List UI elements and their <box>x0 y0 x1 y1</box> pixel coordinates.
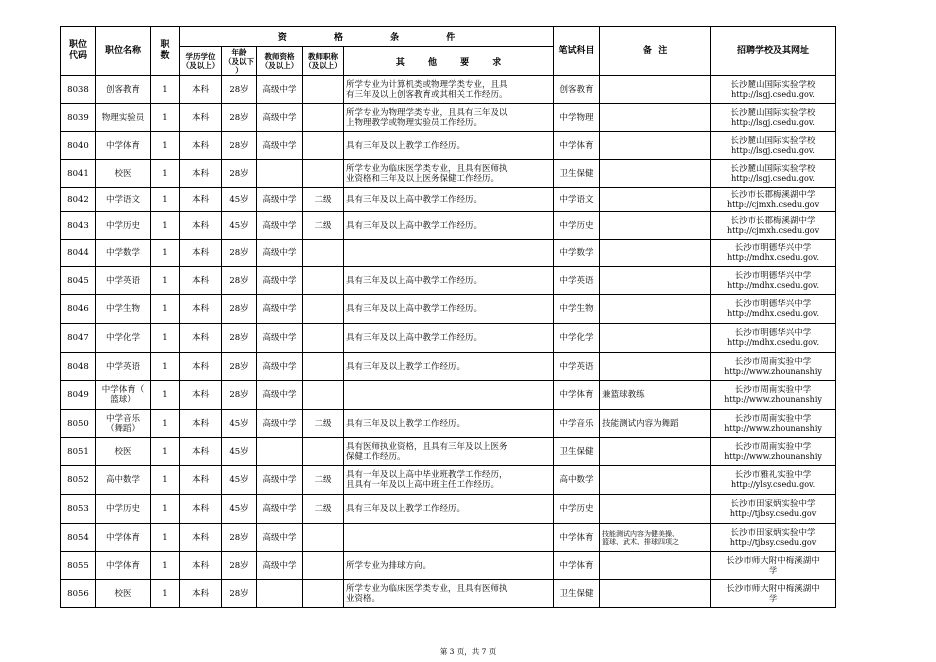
cell-exam: 中学体育 <box>554 132 600 160</box>
cell-exam: 中学生物 <box>554 295 600 324</box>
table-row <box>61 580 836 608</box>
table-row <box>61 381 836 410</box>
cell-title <box>303 381 344 410</box>
cell-title <box>303 160 344 188</box>
header-count: 职 数 <box>151 27 180 76</box>
cell-title <box>303 76 344 104</box>
cell-count: 1 <box>151 188 180 212</box>
table-row <box>61 160 836 188</box>
cell-note <box>600 160 711 188</box>
table-row <box>61 76 836 104</box>
cell-code: 8039 <box>61 104 96 132</box>
cell-cert: 高级中学 <box>257 324 303 353</box>
cell-requirements: 所学专业为排球方向。 <box>344 552 554 580</box>
cell-count: 1 <box>151 410 180 438</box>
school-name: 长沙市明德华兴中学 <box>734 299 812 309</box>
cell-count: 1 <box>151 267 180 295</box>
cell-name: 中学体育（ 篮球） <box>96 381 151 410</box>
table-row <box>61 410 836 438</box>
cell-count: 1 <box>151 76 180 104</box>
header-edu: 学历学位 （及以上） <box>180 47 222 76</box>
cell-count: 1 <box>151 381 180 410</box>
cell-exam: 中学历史 <box>554 495 600 524</box>
cell-age: 28岁 <box>222 132 257 160</box>
cell-note <box>600 132 711 160</box>
cell-note <box>600 353 711 381</box>
cell-cert: 高级中学 <box>257 188 303 212</box>
cell-edu: 本科 <box>180 132 222 160</box>
cell-name: 中学历史 <box>96 495 151 524</box>
cell-edu: 本科 <box>180 353 222 381</box>
cell-exam: 中学语文 <box>554 188 600 212</box>
cell-age: 28岁 <box>222 160 257 188</box>
cell-title <box>303 580 344 608</box>
school-url: http://tjbsy.csedu.gov <box>729 509 817 518</box>
cell-age: 28岁 <box>222 267 257 295</box>
header-school: 招聘学校及其网址 <box>711 27 836 76</box>
school-name: 长沙市明德华兴中学 <box>734 328 812 338</box>
cell-exam: 中学历史 <box>554 212 600 240</box>
cell-code: 8040 <box>61 132 96 160</box>
cell-code: 8050 <box>61 410 96 438</box>
cell-school <box>711 76 836 104</box>
cell-age: 45岁 <box>222 410 257 438</box>
cell-cert: 高级中学 <box>257 132 303 160</box>
cell-edu: 本科 <box>180 495 222 524</box>
cell-code: 8056 <box>61 580 96 608</box>
cell-name: 校医 <box>96 160 151 188</box>
cell-note <box>600 188 711 212</box>
cell-name: 中学体育 <box>96 132 151 160</box>
table-row <box>61 495 836 524</box>
header-name: 职位名称 <box>96 27 151 76</box>
school-name: 长沙市周南实验中学 <box>734 413 812 424</box>
cell-exam: 中学化学 <box>554 324 600 353</box>
cell-cert: 高级中学 <box>257 104 303 132</box>
cell-cert: 高级中学 <box>257 267 303 295</box>
table-row <box>61 240 836 267</box>
cell-cert: 高级中学 <box>257 381 303 410</box>
cell-exam: 高中数学 <box>554 466 600 495</box>
cell-requirements: 具有三年及以上高中教学工作经历。 <box>344 324 554 353</box>
cell-note: 技能测试内容为健美操、 篮球、武术、排球四项之 <box>600 524 711 552</box>
cell-requirements: 所学专业为物理学类专业，且具有三年及以 上物理教学或物理实验员工作经历。 <box>344 104 554 132</box>
school-name: 长沙市长郡梅溪湖中学 <box>730 189 816 200</box>
cell-title <box>303 295 344 324</box>
cell-note <box>600 212 711 240</box>
cell-requirements: 具有三年及以上高中教学工作经历。 <box>344 212 554 240</box>
cell-note <box>600 580 711 608</box>
school-url: 学 <box>769 565 778 575</box>
cell-count: 1 <box>151 353 180 381</box>
cell-name: 中学英语 <box>96 267 151 295</box>
school-url: http://mdhx.csedu.gov. <box>727 280 819 290</box>
cell-age: 28岁 <box>222 580 257 608</box>
cell-requirements: 具有三年及以上教学工作经历。 <box>344 132 554 160</box>
cell-age: 28岁 <box>222 353 257 381</box>
school-name: 长沙市明德华兴中学 <box>734 243 812 253</box>
cell-code: 8051 <box>61 438 96 466</box>
cell-name: 创客教育 <box>96 76 151 104</box>
table-row <box>61 212 836 240</box>
cell-requirements: 具有三年及以上教学工作经历。 <box>344 353 554 381</box>
cell-code: 8052 <box>61 466 96 495</box>
cell-name: 中学历史 <box>96 212 151 240</box>
cell-age: 28岁 <box>222 76 257 104</box>
cell-school <box>711 438 836 466</box>
cell-requirements <box>344 240 554 267</box>
cell-code: 8046 <box>61 295 96 324</box>
table-row <box>61 438 836 466</box>
cell-code: 8042 <box>61 188 96 212</box>
school-url: http://www.zhounanshiy <box>724 395 822 404</box>
table-row <box>61 267 836 295</box>
cell-name: 中学数学 <box>96 240 151 267</box>
cell-cert: 高级中学 <box>257 240 303 267</box>
cell-name: 中学音乐 （舞蹈） <box>96 410 151 438</box>
cell-edu: 本科 <box>180 160 222 188</box>
cell-exam: 创客教育 <box>554 76 600 104</box>
school-name: 长沙麓山国际实验学校 <box>730 107 816 118</box>
cell-age: 28岁 <box>222 552 257 580</box>
cell-cert: 高级中学 <box>257 552 303 580</box>
cell-cert: 高级中学 <box>257 495 303 524</box>
cell-edu: 本科 <box>180 324 222 353</box>
cell-title <box>303 552 344 580</box>
cell-code: 8047 <box>61 324 96 353</box>
header-title: 教师职称 （及以上） <box>303 47 344 76</box>
cell-requirements: 具有三年及以上高中教学工作经历。 <box>344 267 554 295</box>
cell-school <box>711 267 836 295</box>
cell-requirements: 具有三年及以上高中教学工作经历。 <box>344 188 554 212</box>
cell-age: 28岁 <box>222 240 257 267</box>
school-url: http://www.zhounanshiy <box>724 423 822 433</box>
cell-code: 8054 <box>61 524 96 552</box>
cell-title: 二级 <box>303 188 344 212</box>
table-body <box>61 76 836 608</box>
school-url: http://tjbsy.csedu.gov <box>729 537 817 547</box>
cell-requirements: 具有三年及以上教学工作经历。 <box>344 495 554 524</box>
cell-school <box>711 353 836 381</box>
cell-count: 1 <box>151 580 180 608</box>
table-row <box>61 132 836 160</box>
cell-requirements: 具有三年及以上高中教学工作经历。 <box>344 295 554 324</box>
cell-school <box>711 552 836 580</box>
cell-note <box>600 438 711 466</box>
cell-cert: 高级中学 <box>257 353 303 381</box>
cell-requirements <box>344 524 554 552</box>
cell-exam: 中学音乐 <box>554 410 600 438</box>
cell-age: 45岁 <box>222 212 257 240</box>
school-name: 长沙麓山国际实验学校 <box>730 79 816 90</box>
cell-edu: 本科 <box>180 580 222 608</box>
cell-exam: 中学体育 <box>554 524 600 552</box>
cell-title <box>303 524 344 552</box>
cell-exam: 中学物理 <box>554 104 600 132</box>
cell-title <box>303 104 344 132</box>
cell-name: 中学语文 <box>96 188 151 212</box>
cell-count: 1 <box>151 240 180 267</box>
cell-school <box>711 466 836 495</box>
header-age: 年龄 （及以下 ） <box>222 47 257 76</box>
cell-title: 二级 <box>303 466 344 495</box>
recruitment-table-page <box>60 26 835 608</box>
cell-edu: 本科 <box>180 552 222 580</box>
school-url: http://cjmxh.csedu.gov <box>726 225 820 235</box>
table-row <box>61 188 836 212</box>
cell-code: 8038 <box>61 76 96 104</box>
cell-cert <box>257 160 303 188</box>
cell-cert: 高级中学 <box>257 295 303 324</box>
school-name: 长沙市师大附中梅溪湖中 <box>726 583 820 594</box>
cell-school <box>711 188 836 212</box>
cell-name: 中学体育 <box>96 524 151 552</box>
cell-school <box>711 524 836 552</box>
cell-school <box>711 212 836 240</box>
cell-exam: 卫生保健 <box>554 160 600 188</box>
header-exam: 笔试科目 <box>554 27 600 76</box>
school-url: http://www.zhounanshiy <box>724 451 822 461</box>
school-name: 长沙市田家炳实验中学 <box>730 527 816 538</box>
cell-count: 1 <box>151 104 180 132</box>
cell-edu: 本科 <box>180 104 222 132</box>
cell-code: 8041 <box>61 160 96 188</box>
cell-school <box>711 495 836 524</box>
cell-edu: 本科 <box>180 466 222 495</box>
cell-note <box>600 240 711 267</box>
cell-edu: 本科 <box>180 438 222 466</box>
cell-code: 8049 <box>61 381 96 410</box>
table-row <box>61 552 836 580</box>
cell-title: 二级 <box>303 495 344 524</box>
cell-edu: 本科 <box>180 240 222 267</box>
school-name: 长沙市雅礼实验中学 <box>734 470 812 480</box>
cell-age: 45岁 <box>222 466 257 495</box>
cell-exam: 中学体育 <box>554 552 600 580</box>
school-url: http://lsgj.csedu.gov. <box>731 145 815 155</box>
cell-count: 1 <box>151 552 180 580</box>
cell-code: 8055 <box>61 552 96 580</box>
school-url: http://lsgj.csedu.gov. <box>731 89 815 99</box>
cell-note <box>600 295 711 324</box>
cell-note <box>600 552 711 580</box>
header-code: 职位 代码 <box>61 27 96 76</box>
cell-age: 28岁 <box>222 324 257 353</box>
cell-note <box>600 267 711 295</box>
cell-exam: 中学数学 <box>554 240 600 267</box>
cell-title <box>303 438 344 466</box>
cell-title <box>303 324 344 353</box>
school-name: 长沙市明德华兴中学 <box>734 270 812 281</box>
cell-cert: 高级中学 <box>257 410 303 438</box>
cell-code: 8044 <box>61 240 96 267</box>
school-url: http://cjmxh.csedu.gov <box>726 199 820 209</box>
cell-school <box>711 410 836 438</box>
cell-count: 1 <box>151 324 180 353</box>
cell-note <box>600 76 711 104</box>
header-qualifications: 资 格 条 件 <box>180 27 554 47</box>
cell-requirements: 具有一年及以上高中毕业班教学工作经历， 且具有一年及以上高中班主任工作经历。 <box>344 466 554 495</box>
school-name: 长沙市周南实验中学 <box>734 385 812 395</box>
cell-requirements: 所学专业为临床医学类专业，且具有医师执 业资格和三年及以上医务保健工作经历。 <box>344 160 554 188</box>
cell-name: 中学体育 <box>96 552 151 580</box>
cell-code: 8045 <box>61 267 96 295</box>
cell-exam: 卫生保健 <box>554 580 600 608</box>
cell-name: 高中数学 <box>96 466 151 495</box>
cell-school <box>711 160 836 188</box>
cell-age: 45岁 <box>222 188 257 212</box>
cell-requirements: 所学专业为临床医学类专业，且具有医师执 业资格。 <box>344 580 554 608</box>
cell-age: 28岁 <box>222 381 257 410</box>
cell-age: 45岁 <box>222 495 257 524</box>
school-url: http://lsgj.csedu.gov. <box>731 173 815 183</box>
cell-name: 校医 <box>96 438 151 466</box>
school-name: 长沙市长郡梅溪湖中学 <box>730 215 816 226</box>
cell-age: 45岁 <box>222 438 257 466</box>
cell-count: 1 <box>151 495 180 524</box>
cell-count: 1 <box>151 160 180 188</box>
cell-cert: 高级中学 <box>257 466 303 495</box>
school-name: 长沙市周南实验中学 <box>734 356 812 367</box>
cell-requirements <box>344 381 554 410</box>
cell-title <box>303 240 344 267</box>
school-name: 长沙麓山国际实验学校 <box>730 163 816 174</box>
school-name: 长沙市师大附中梅溪湖中 <box>726 555 820 566</box>
cell-school <box>711 240 836 267</box>
cell-age: 28岁 <box>222 295 257 324</box>
cell-count: 1 <box>151 132 180 160</box>
cell-school <box>711 295 836 324</box>
cell-requirements: 具有三年及以上教学工作经历。 <box>344 410 554 438</box>
cell-title <box>303 267 344 295</box>
cell-school <box>711 381 836 410</box>
school-url: http://lsgj.csedu.gov. <box>731 117 815 127</box>
school-url: http://mdhx.csedu.gov. <box>727 253 819 262</box>
cell-exam: 中学英语 <box>554 353 600 381</box>
cell-name: 中学化学 <box>96 324 151 353</box>
cell-count: 1 <box>151 212 180 240</box>
cell-note <box>600 495 711 524</box>
cell-name: 物理实验员 <box>96 104 151 132</box>
recruitment-table <box>60 26 836 608</box>
cell-count: 1 <box>151 524 180 552</box>
cell-count: 1 <box>151 438 180 466</box>
cell-requirements: 具有医师执业资格，且具有三年及以上医务 保健工作经历。 <box>344 438 554 466</box>
cell-name: 中学英语 <box>96 353 151 381</box>
cell-note <box>600 466 711 495</box>
school-url: http://mdhx.csedu.gov. <box>727 309 819 318</box>
cell-age: 28岁 <box>222 524 257 552</box>
cell-name: 中学生物 <box>96 295 151 324</box>
cell-age: 28岁 <box>222 104 257 132</box>
cell-school <box>711 324 836 353</box>
cell-code: 8053 <box>61 495 96 524</box>
cell-count: 1 <box>151 295 180 324</box>
school-url: http://www.zhounanshiy <box>724 366 822 376</box>
cell-exam: 中学体育 <box>554 381 600 410</box>
cell-exam: 卫生保健 <box>554 438 600 466</box>
header-other: 其 他 要 求 <box>344 47 554 76</box>
school-name: 长沙麓山国际实验学校 <box>730 135 816 146</box>
cell-edu: 本科 <box>180 267 222 295</box>
cell-title <box>303 132 344 160</box>
cell-cert: 高级中学 <box>257 76 303 104</box>
cell-cert: 高级中学 <box>257 524 303 552</box>
table-row <box>61 104 836 132</box>
school-name: 长沙市周南实验中学 <box>734 441 812 452</box>
cell-count: 1 <box>151 466 180 495</box>
page-footer: 第 3 页，共 7 页 <box>439 647 497 656</box>
cell-cert <box>257 580 303 608</box>
header-remark: 备 注 <box>600 27 711 76</box>
cell-requirements: 所学专业为计算机类或物理学类专业，且具 有三年及以上创客教育或其相关工作经历。 <box>344 76 554 104</box>
cell-edu: 本科 <box>180 212 222 240</box>
cell-school <box>711 104 836 132</box>
table-row <box>61 324 836 353</box>
cell-cert <box>257 438 303 466</box>
header-cert: 教师资格 （及以上） <box>257 47 303 76</box>
cell-edu: 本科 <box>180 524 222 552</box>
cell-school <box>711 580 836 608</box>
school-url: http://ylsy.csedu.gov. <box>730 480 816 489</box>
cell-school <box>711 132 836 160</box>
table-row <box>61 466 836 495</box>
cell-title: 二级 <box>303 410 344 438</box>
cell-exam: 中学英语 <box>554 267 600 295</box>
cell-code: 8048 <box>61 353 96 381</box>
table-row <box>61 295 836 324</box>
cell-title <box>303 353 344 381</box>
table-row <box>61 524 836 552</box>
cell-edu: 本科 <box>180 188 222 212</box>
cell-cert: 高级中学 <box>257 212 303 240</box>
cell-title: 二级 <box>303 212 344 240</box>
cell-code: 8043 <box>61 212 96 240</box>
cell-note: 技能测试内容为舞蹈 <box>600 410 711 438</box>
cell-note <box>600 324 711 353</box>
cell-edu: 本科 <box>180 76 222 104</box>
cell-edu: 本科 <box>180 410 222 438</box>
cell-edu: 本科 <box>180 295 222 324</box>
table-row <box>61 353 836 381</box>
school-url: http://mdhx.csedu.gov. <box>727 338 819 347</box>
cell-note: 兼篮球教练 <box>600 381 711 410</box>
cell-edu: 本科 <box>180 381 222 410</box>
cell-name: 校医 <box>96 580 151 608</box>
school-name: 长沙市田家炳实验中学 <box>730 499 816 509</box>
school-url: 学 <box>769 593 778 603</box>
cell-note <box>600 104 711 132</box>
